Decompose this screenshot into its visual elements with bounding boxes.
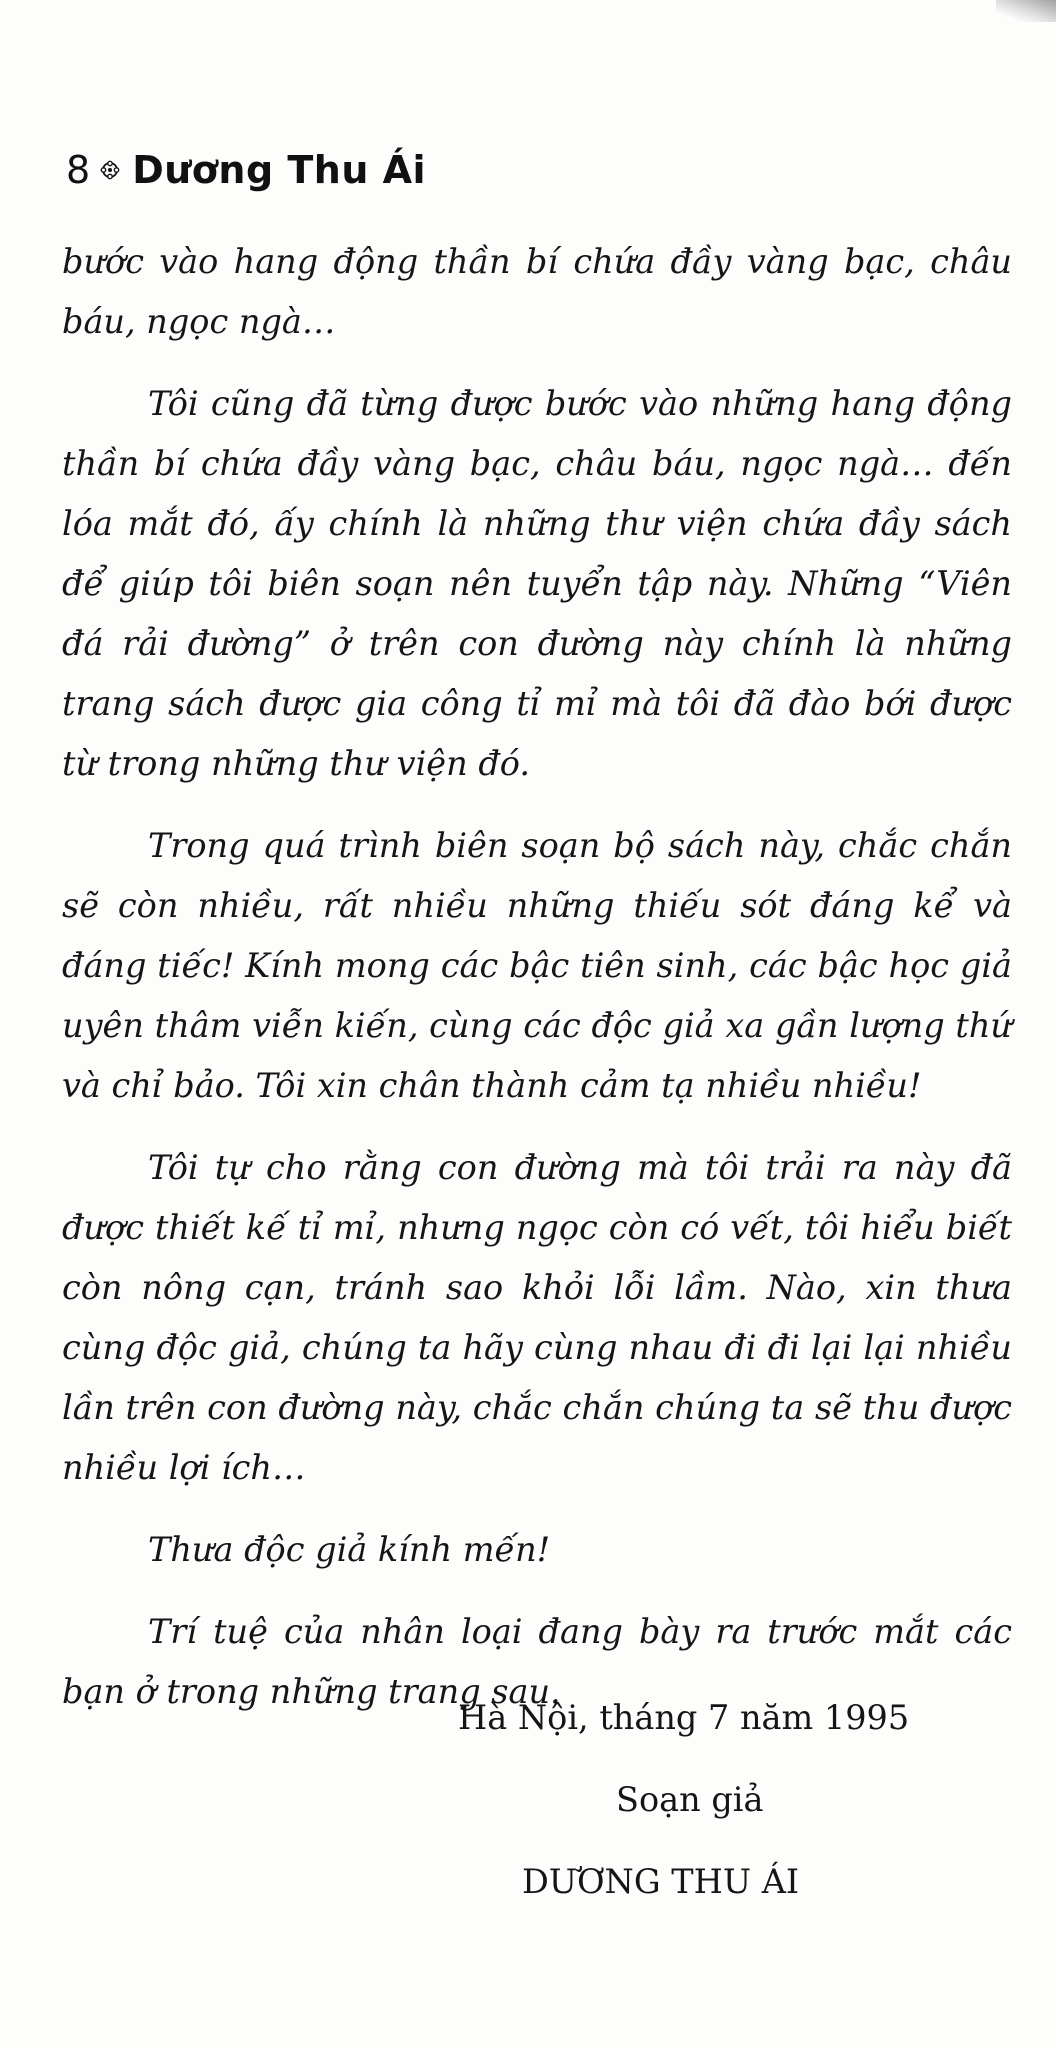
signature-place-date: Hà Nội, tháng 7 năm 1995 — [458, 1698, 910, 1737]
paragraph-closing: Trí tuệ của nhân loại đang bày ra trước mắt các bạn ở trong những trang sau. — [62, 1612, 1012, 1711]
paragraph: Tôi cũng đã từng được bước vào những hang động thần bí chứa đầy vàng bạc, châu báu, ngọc ngà… đến lóa mắt đó, ấy chính là những thư viện chứa đầy sách để giúp tôi biên soạn nên tuyển tập này. Những “Viên đá rải đường” ở trên con đường này chính là những trang sách được gia công tỉ mỉ mà tôi đã đào bới được từ trong những thư viện đó. — [62, 384, 1012, 783]
page-number: 8 — [66, 148, 91, 192]
page-corner-shadow — [996, 0, 1056, 22]
paragraph: Trong quá trình biên soạn bộ sách này, chắc chắn sẽ còn nhiều, rất nhiều những thiếu sót đáng kể và đáng tiếc! Kính mong các bậc tiên sinh, các bậc học giả uyên thâm viễn kiến, cùng các độc giả xa gần lượng thứ và chỉ bảo. Tôi xin chân thành cảm tạ nhiều nhiều! — [62, 826, 1012, 1105]
paragraph-salutation: Thưa độc giả kính mến! — [148, 1530, 551, 1569]
page-header — [66, 140, 426, 200]
signature-role: Soạn giả — [616, 1780, 764, 1819]
body-text — [62, 232, 1012, 1744]
running-head-author: Dương Thu Ái — [132, 148, 427, 192]
paragraph: Tôi tự cho rằng con đường mà tôi trải ra này đã được thiết kế tỉ mỉ, nhưng ngọc còn có vết, tôi hiểu biết còn nông cạn, tránh sao khỏi lỗi lầm. Nào, xin thưa cùng độc giả, chúng ta hãy cùng nhau đi đi lại lại nhiều lần trên con đường này, chắc chắn chúng ta sẽ thu được nhiều lợi ích… — [62, 1148, 1012, 1487]
paragraph-continued: bước vào hang động thần bí chứa đầy vàng bạc, châu báu, ngọc ngà… — [62, 242, 1012, 341]
signature-name: DƯƠNG THU ÁI — [522, 1862, 800, 1901]
flower-ornament-icon — [100, 160, 120, 180]
